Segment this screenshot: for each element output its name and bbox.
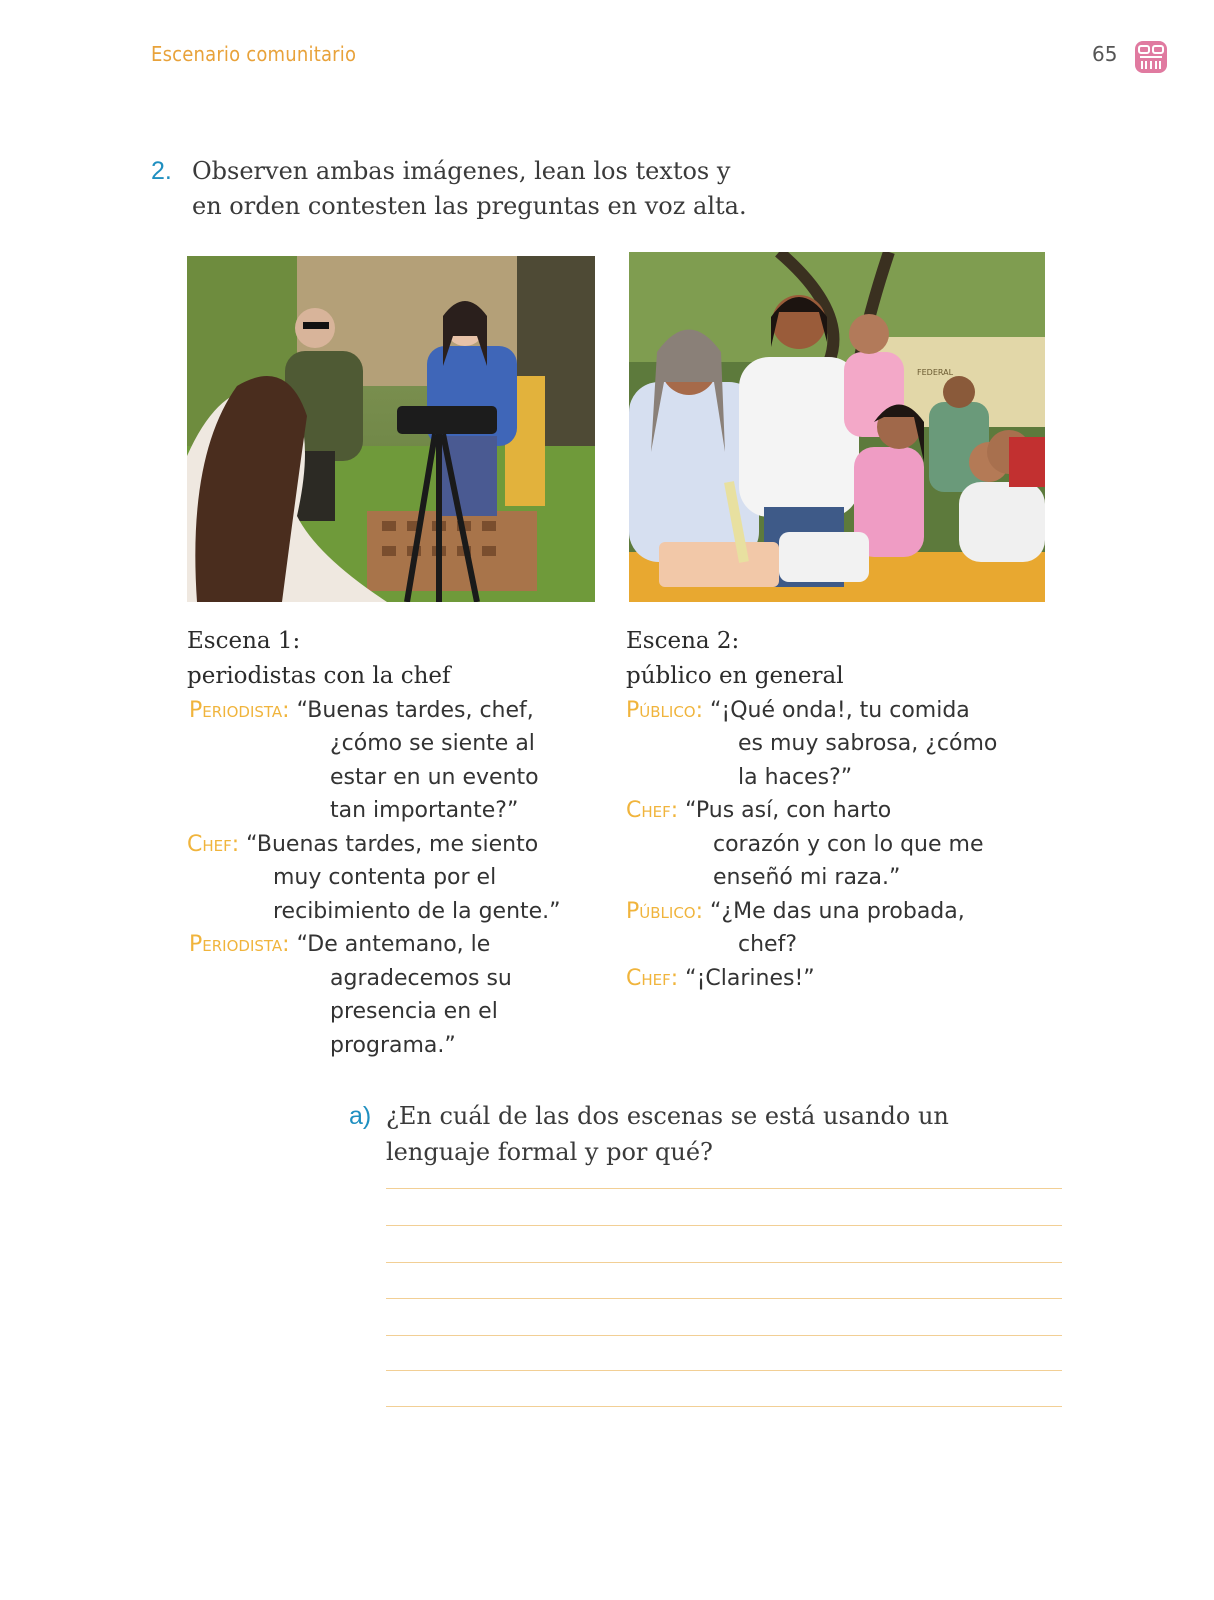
dialogue-line: enseñó mi raza.” xyxy=(713,865,901,890)
dialogue-line: muy contenta por el xyxy=(273,865,497,890)
speaker-label: Chef: xyxy=(187,832,240,857)
question-line-1: ¿En cuál de las dos escenas se está usando un xyxy=(386,1102,949,1130)
dialogue-line: estar en un evento xyxy=(330,765,539,790)
scene-1-heading xyxy=(187,624,451,694)
dialogue-line: chef? xyxy=(738,932,797,957)
instruction-line-1: Observen ambas imágenes, lean los textos y xyxy=(192,157,731,185)
answer-line[interactable] xyxy=(386,1188,1062,1189)
dialogue-line: “Pus así, con harto xyxy=(685,798,892,823)
speaker-label: Periodista: xyxy=(189,932,290,957)
instruction-line-2: en orden contesten las preguntas en voz alta. xyxy=(192,192,747,220)
svg-text:FEDERAL: FEDERAL xyxy=(917,368,954,377)
answer-line[interactable] xyxy=(386,1225,1062,1226)
dialogue-line: “¡Clarines!” xyxy=(685,966,815,991)
instruction xyxy=(151,154,791,224)
dialogue-line: agradecemos su xyxy=(330,966,512,991)
dialogue-line: tan importante?” xyxy=(330,798,519,823)
speaker-label: Público: xyxy=(626,899,704,924)
dialogue-line: “¡Qué onda!, tu comida xyxy=(710,698,970,723)
speaker-label: Público: xyxy=(626,698,704,723)
dialogue-line: programa.” xyxy=(330,1033,456,1058)
dialogue-line: recibimiento de la gente.” xyxy=(273,899,561,924)
speaker-label: Chef: xyxy=(626,798,679,823)
dialogue-line: “¿Me das una probada, xyxy=(710,899,965,924)
scene-2-photo xyxy=(629,252,1045,602)
dialogue-line: ¿cómo se siente al xyxy=(330,731,535,756)
answer-line[interactable] xyxy=(386,1262,1062,1263)
question-letter: a) xyxy=(349,1102,372,1130)
scene-1-title: Escena 1: xyxy=(187,628,301,654)
dialogue-line: corazón y con lo que me xyxy=(713,832,984,857)
answer-line[interactable] xyxy=(386,1370,1062,1371)
dialogue-line: presencia en el xyxy=(330,999,498,1024)
dialogue-line: “De antemano, le xyxy=(296,932,491,957)
scene-2-subtitle: público en general xyxy=(626,663,844,689)
scene-2-title: Escena 2: xyxy=(626,628,740,654)
section-title: Escenario comunitario xyxy=(151,42,357,66)
instruction-number: 2. xyxy=(151,157,172,185)
scene-2-heading xyxy=(626,624,844,694)
speaker-label: Chef: xyxy=(626,966,679,991)
dialogue-line: “Buenas tardes, chef, xyxy=(296,698,534,723)
section-logo-icon xyxy=(1134,40,1168,74)
dialogue-line: la haces?” xyxy=(738,765,853,790)
question-a xyxy=(349,1098,1069,1170)
answer-line[interactable] xyxy=(386,1298,1062,1299)
scene-1-photo xyxy=(187,256,595,602)
question-line-2: lenguaje formal y por qué? xyxy=(386,1138,713,1166)
scene-1-subtitle: periodistas con la chef xyxy=(187,663,451,689)
answer-line[interactable] xyxy=(386,1335,1062,1336)
dialogue-line: “Buenas tardes, me siento xyxy=(246,832,539,857)
dialogue-line: es muy sabrosa, ¿cómo xyxy=(738,731,998,756)
speaker-label: Periodista: xyxy=(189,698,290,723)
answer-line[interactable] xyxy=(386,1406,1062,1407)
page-number: 65 xyxy=(1092,42,1118,66)
